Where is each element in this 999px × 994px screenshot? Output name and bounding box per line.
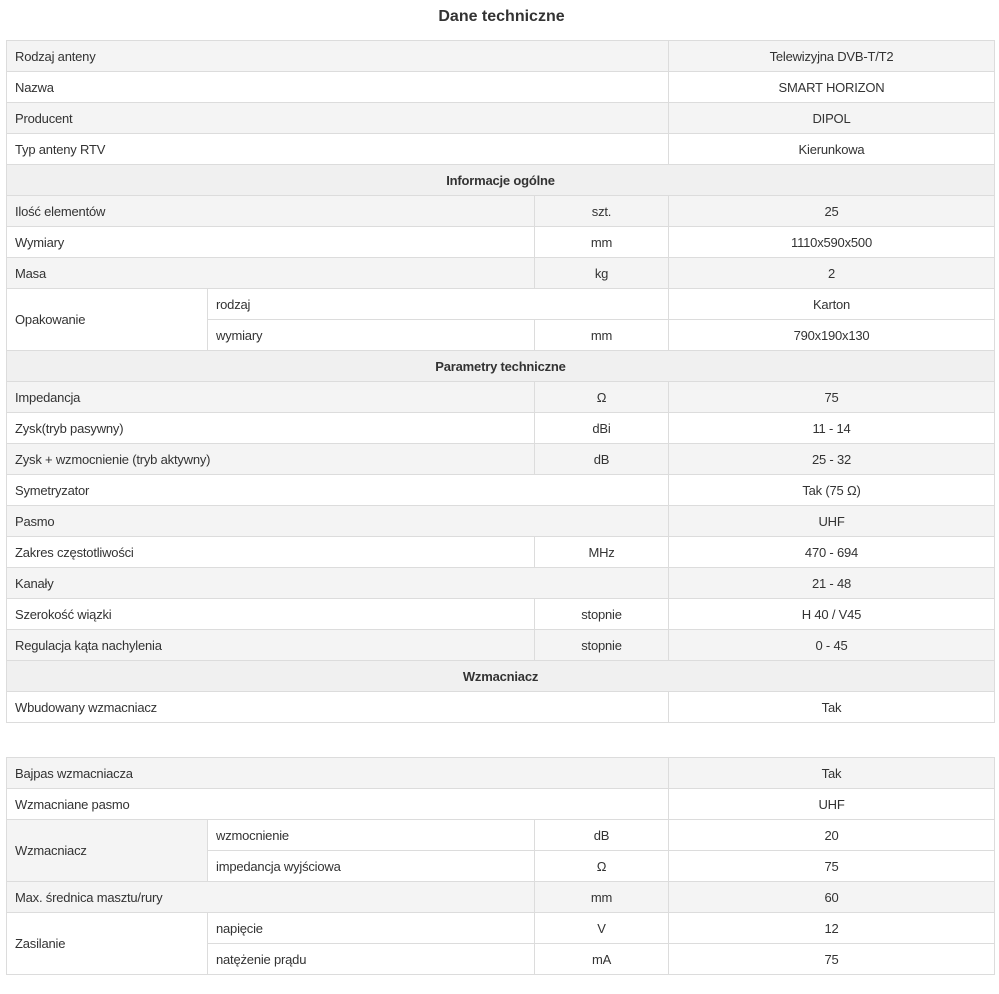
table-row: [7, 196, 995, 227]
section-header: [7, 661, 995, 692]
table-row: [7, 758, 995, 789]
row-label: Symetryzator: [7, 475, 669, 506]
row-value: 1110x590x500: [669, 227, 995, 258]
row-unit: dB: [535, 820, 669, 851]
row-unit: mm: [535, 227, 669, 258]
table-row: [7, 882, 995, 913]
row-label: Zakres częstotliwości: [7, 537, 535, 568]
row-sublabel: impedancja wyjściowa: [208, 851, 535, 882]
row-value: 470 - 694: [669, 537, 995, 568]
group-label: Wzmacniacz: [7, 820, 208, 882]
row-label: Producent: [7, 103, 669, 134]
row-label: Rodzaj anteny: [7, 41, 669, 72]
table-row: [7, 227, 995, 258]
page-title: Dane techniczne: [438, 8, 565, 25]
row-value: UHF: [669, 506, 995, 537]
spec-table-continued: [6, 757, 995, 975]
section-title: Wzmacniacz: [7, 661, 995, 692]
row-label: Nazwa: [7, 72, 669, 103]
row-unit: Ω: [535, 851, 669, 882]
row-unit: MHz: [535, 537, 669, 568]
section-header: [7, 351, 995, 382]
table-row: [7, 537, 995, 568]
row-unit: mA: [535, 944, 669, 975]
row-value: Tak: [669, 692, 995, 723]
table-row: [7, 41, 995, 72]
table-row: [7, 506, 995, 537]
row-value: 75: [669, 944, 995, 975]
section-title: Informacje ogólne: [7, 165, 995, 196]
row-label: Wymiary: [7, 227, 535, 258]
row-value: H 40 / V45: [669, 599, 995, 630]
row-value: UHF: [669, 789, 995, 820]
row-sublabel: napięcie: [208, 913, 535, 944]
table-row: [7, 692, 995, 723]
row-label: Masa: [7, 258, 535, 289]
table-row: [7, 599, 995, 630]
section-title: Parametry techniczne: [7, 351, 995, 382]
table-row: [7, 444, 995, 475]
row-label: Bajpas wzmacniacza: [7, 758, 669, 789]
table-row: [7, 913, 995, 944]
row-label: Regulacja kąta nachylenia: [7, 630, 535, 661]
table-row: [7, 789, 995, 820]
row-value: Telewizyjna DVB-T/T2: [669, 41, 995, 72]
row-unit: dBi: [535, 413, 669, 444]
spec-table: [6, 40, 995, 723]
row-label: Impedancja: [7, 382, 535, 413]
table-row: [7, 103, 995, 134]
row-value: 25: [669, 196, 995, 227]
row-unit: dB: [535, 444, 669, 475]
row-unit: Ω: [535, 382, 669, 413]
row-value: Tak (75 Ω): [669, 475, 995, 506]
row-value: 75: [669, 851, 995, 882]
row-label: Zysk + wzmocnienie (tryb aktywny): [7, 444, 535, 475]
row-label: Max. średnica masztu/rury: [7, 882, 535, 913]
row-value: 790x190x130: [669, 320, 995, 351]
row-value: SMART HORIZON: [669, 72, 995, 103]
row-sublabel: rodzaj: [208, 289, 669, 320]
row-unit: szt.: [535, 196, 669, 227]
row-value: 20: [669, 820, 995, 851]
table-row: [7, 413, 995, 444]
table-row: [7, 475, 995, 506]
row-unit: kg: [535, 258, 669, 289]
table-row: [7, 630, 995, 661]
table-row: [7, 568, 995, 599]
row-label: Ilość elementów: [7, 196, 535, 227]
row-label: Wbudowany wzmacniacz: [7, 692, 669, 723]
row-value: 25 - 32: [669, 444, 995, 475]
row-unit: stopnie: [535, 599, 669, 630]
row-sublabel: wzmocnienie: [208, 820, 535, 851]
group-label: Zasilanie: [7, 913, 208, 975]
table-row: [7, 820, 995, 851]
row-value: DIPOL: [669, 103, 995, 134]
table-row: [7, 72, 995, 103]
row-sublabel: natężenie prądu: [208, 944, 535, 975]
table-row: [7, 289, 995, 320]
group-label: Opakowanie: [7, 289, 208, 351]
row-unit: stopnie: [535, 630, 669, 661]
row-value: 75: [669, 382, 995, 413]
table-row: [7, 134, 995, 165]
row-value: Karton: [669, 289, 995, 320]
row-value: 12: [669, 913, 995, 944]
table-row: [7, 258, 995, 289]
section-header: [7, 165, 995, 196]
row-value: Kierunkowa: [669, 134, 995, 165]
row-unit: mm: [535, 320, 669, 351]
row-value: 21 - 48: [669, 568, 995, 599]
row-label: Pasmo: [7, 506, 669, 537]
row-label: Typ anteny RTV: [7, 134, 669, 165]
row-value: Tak: [669, 758, 995, 789]
row-value: 11 - 14: [669, 413, 995, 444]
row-value: 60: [669, 882, 995, 913]
row-label: Szerokość wiązki: [7, 599, 535, 630]
row-unit: V: [535, 913, 669, 944]
row-label: Wzmacniane pasmo: [7, 789, 669, 820]
row-label: Kanały: [7, 568, 669, 599]
row-label: Zysk(tryb pasywny): [7, 413, 535, 444]
table-row: [7, 382, 995, 413]
row-value: 0 - 45: [669, 630, 995, 661]
row-unit: mm: [535, 882, 669, 913]
row-sublabel: wymiary: [208, 320, 535, 351]
row-value: 2: [669, 258, 995, 289]
